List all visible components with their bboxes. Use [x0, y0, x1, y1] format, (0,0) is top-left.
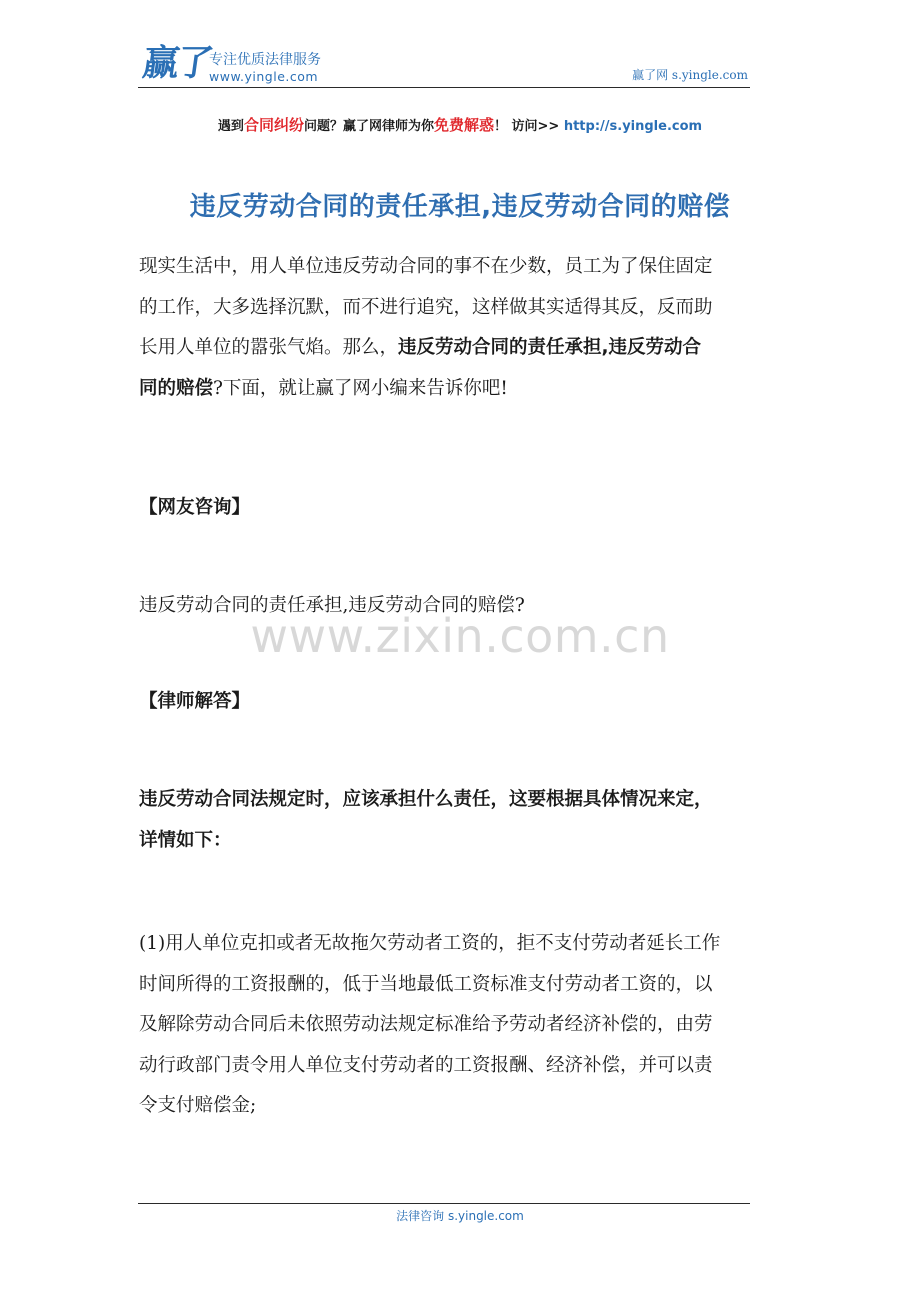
promo-topic: 合同纠纷	[243, 116, 304, 134]
item1-line-3: 及解除劳动合同后未依照劳动法规定标准给予劳动者经济补偿的，由劳	[139, 1014, 713, 1035]
item1-line-1: (1)用人单位克扣或者无故拖欠劳动者工资的，拒不支付劳动者延长工作	[139, 933, 721, 954]
intro-line-3-plain: 长用人单位的嚣张气焰。那么，	[139, 337, 399, 358]
promo-post: ！ 访问>>	[493, 119, 564, 134]
promo-banner	[0, 116, 920, 136]
intro-line-4-bold: 同的赔偿	[139, 377, 214, 399]
answer-lead-line-2: 详情如下：	[139, 829, 232, 851]
promo-pre: 遇到	[217, 119, 244, 134]
header-site-label: 赢了网 s.yingle.com	[632, 68, 748, 82]
promo-mid: 问题？赢了网律师为你	[303, 119, 434, 134]
promo-free: 免费解惑	[433, 116, 494, 134]
intro-line-4-plain: ?下面，就让赢了网小编来告诉你吧!	[213, 377, 508, 399]
intro-line-3-bold: 违反劳动合同的责任承担,违反劳动合	[398, 337, 702, 358]
item1-line-4: 动行政部门责令用人单位支付劳动者的工资报酬、经济补偿，并可以责	[139, 1054, 713, 1076]
answer-lead	[139, 780, 799, 861]
intro-line-3	[139, 328, 799, 369]
header-divider	[138, 87, 750, 88]
watermark: www.zixin.com.cn	[250, 609, 670, 663]
intro-line-1: 现实生活中，用人单位违反劳动合同的事不在少数，员工为了保住固定	[139, 256, 713, 277]
brand-logo: 赢了	[140, 43, 214, 84]
item1-line-2: 时间所得的工资报酬的，低于当地最低工资标准支付劳动者工资的，以	[139, 973, 713, 995]
footer-link[interactable]: 法律咨询 s.yingle.com	[396, 1209, 524, 1223]
page-title: 违反劳动合同的责任承担,违反劳动合同的赔偿	[189, 192, 731, 222]
item1-line-5: 令支付赔偿金;	[139, 1095, 257, 1116]
promo-link[interactable]: http://s.yingle.com	[563, 119, 703, 134]
answer-item-1	[139, 924, 799, 1127]
answer-lead-line-1: 违反劳动合同法规定时，应该承担什么责任，这要根据具体情况来定，	[139, 789, 713, 810]
brand-tagline: 专注优质法律服务	[209, 52, 321, 68]
consult-heading: 【网友咨询】	[139, 497, 251, 518]
intro-line-4	[139, 369, 799, 410]
question-text: 违反劳动合同的责任承担,违反劳动合同的赔偿?	[139, 595, 525, 616]
intro-paragraph	[139, 247, 799, 409]
brand-url: www.yingle.com	[209, 69, 319, 84]
intro-line-2: 的工作，大多选择沉默，而不进行追究，这样做其实适得其反，反而助	[139, 296, 713, 318]
footer-divider	[138, 1203, 750, 1204]
answer-heading: 【律师解答】	[139, 691, 251, 712]
